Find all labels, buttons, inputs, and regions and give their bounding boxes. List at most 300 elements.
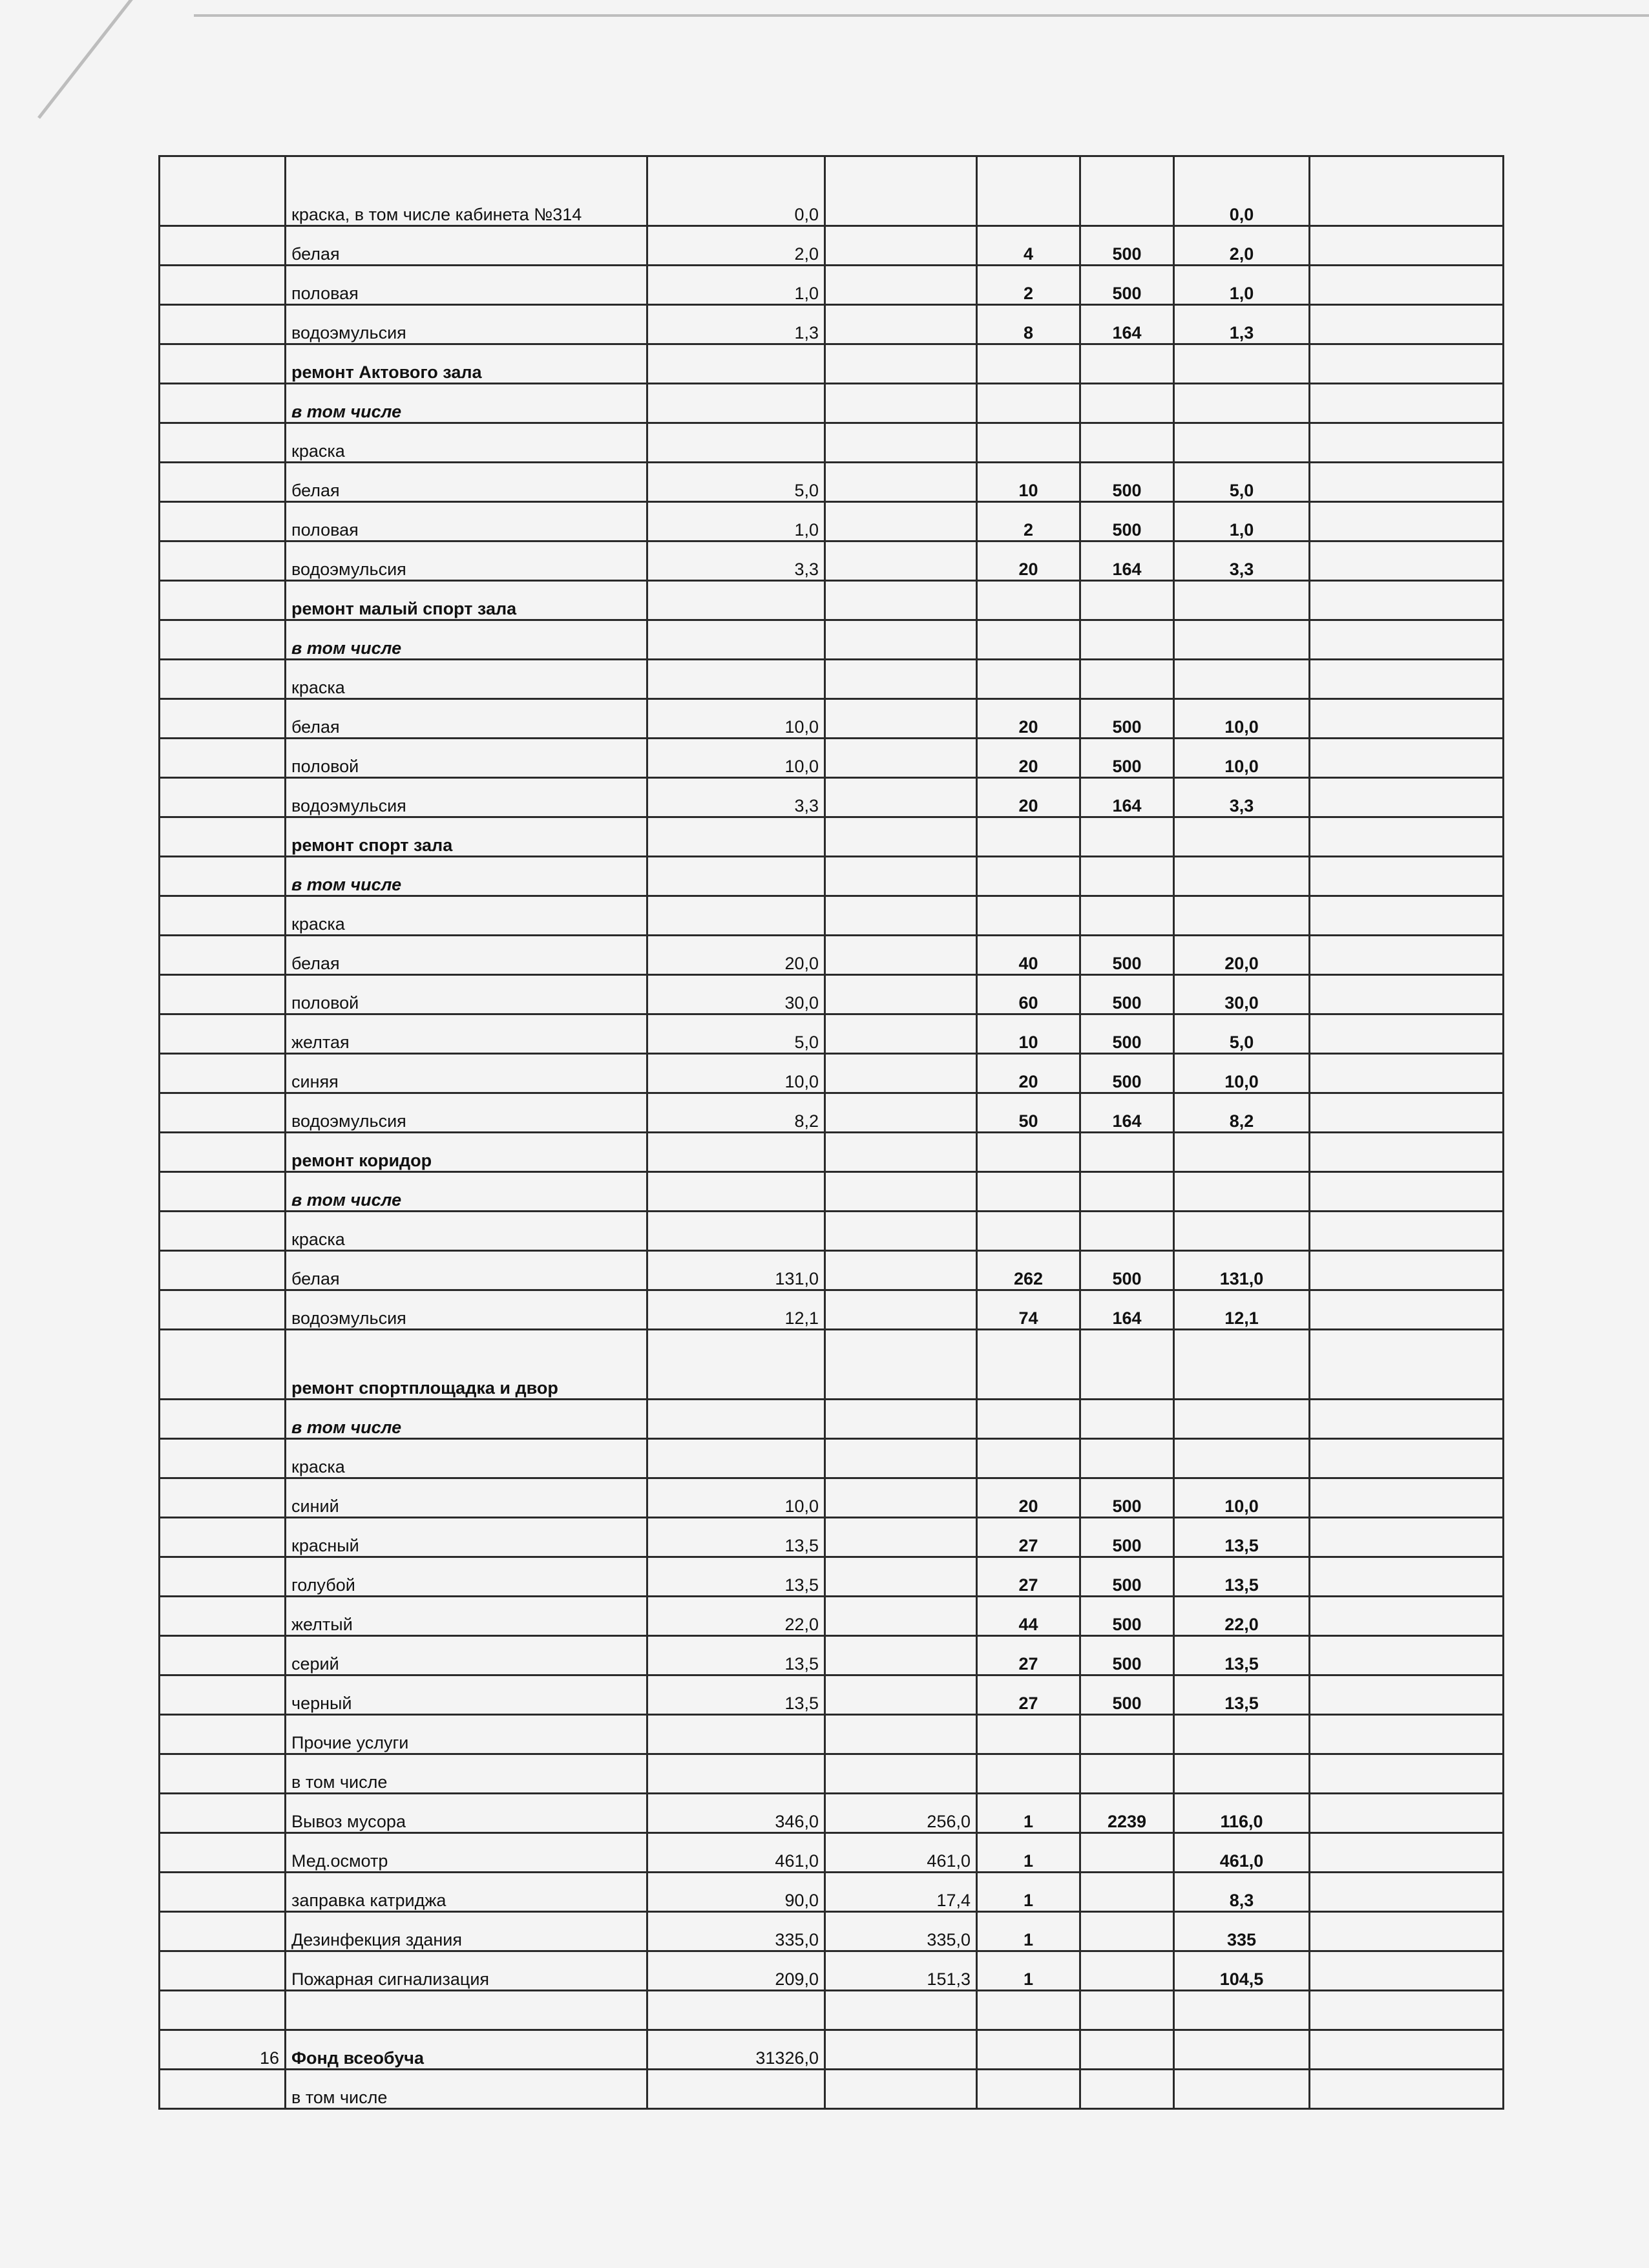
- notes-cell: [1310, 344, 1504, 384]
- planned-amount-cell: [647, 384, 825, 423]
- price-cell: [1080, 817, 1174, 857]
- notes-cell: [1310, 1093, 1504, 1133]
- price-cell: [1080, 896, 1174, 936]
- row-number-cell: [160, 226, 286, 266]
- notes-cell: [1310, 975, 1504, 1014]
- quantity-cell: 20: [977, 541, 1080, 581]
- planned-amount-cell: [647, 2070, 825, 2109]
- actual-amount-cell: [825, 817, 977, 857]
- price-cell: 500: [1080, 1636, 1174, 1675]
- planned-amount-cell: 0,0: [647, 156, 825, 226]
- row-number-cell: [160, 1251, 286, 1290]
- actual-amount-cell: [825, 541, 977, 581]
- table-row: [160, 1330, 1504, 1400]
- row-number-cell: [160, 1330, 286, 1400]
- notes-cell: [1310, 156, 1504, 226]
- row-number-cell: [160, 1557, 286, 1597]
- actual-amount-cell: [825, 1754, 977, 1794]
- actual-amount-cell: 461,0: [825, 1833, 977, 1873]
- total-cell: 335: [1174, 1912, 1310, 1951]
- table-row: [160, 156, 1504, 226]
- table-row: [160, 1290, 1504, 1330]
- row-number-cell: [160, 1172, 286, 1212]
- planned-amount-cell: [647, 1439, 825, 1478]
- actual-amount-cell: [825, 975, 977, 1014]
- table-row: [160, 936, 1504, 975]
- total-cell: [1174, 581, 1310, 620]
- row-number-cell: [160, 1951, 286, 1991]
- notes-cell: [1310, 1715, 1504, 1754]
- planned-amount-cell: 8,2: [647, 1093, 825, 1133]
- total-cell: 10,0: [1174, 699, 1310, 739]
- quantity-cell: [977, 384, 1080, 423]
- item-name-cell: половая: [286, 266, 647, 305]
- row-number-cell: [160, 502, 286, 541]
- total-cell: 1,3: [1174, 305, 1310, 344]
- total-cell: 10,0: [1174, 1478, 1310, 1518]
- actual-amount-cell: [825, 463, 977, 502]
- quantity-cell: 20: [977, 1478, 1080, 1518]
- table-row: [160, 1636, 1504, 1675]
- total-cell: [1174, 817, 1310, 857]
- price-cell: 500: [1080, 1597, 1174, 1636]
- total-cell: [1174, 896, 1310, 936]
- item-name-cell: желтая: [286, 1014, 647, 1054]
- price-cell: 164: [1080, 1290, 1174, 1330]
- planned-amount-cell: 3,3: [647, 541, 825, 581]
- item-name-cell: в том числе: [286, 2070, 647, 2109]
- table-row: [160, 1597, 1504, 1636]
- notes-cell: [1310, 1873, 1504, 1912]
- row-number-cell: [160, 1093, 286, 1133]
- planned-amount-cell: [647, 857, 825, 896]
- quantity-cell: 60: [977, 975, 1080, 1014]
- total-cell: 0,0: [1174, 156, 1310, 226]
- item-name-cell: краска: [286, 660, 647, 699]
- quantity-cell: [977, 1715, 1080, 1754]
- actual-amount-cell: [825, 1715, 977, 1754]
- planned-amount-cell: 5,0: [647, 463, 825, 502]
- item-name-cell: Мед.осмотр: [286, 1833, 647, 1873]
- row-number-cell: [160, 739, 286, 778]
- notes-cell: [1310, 226, 1504, 266]
- planned-amount-cell: [647, 1991, 825, 2030]
- table-row: [160, 1675, 1504, 1715]
- row-number-cell: [160, 699, 286, 739]
- price-cell: [1080, 1330, 1174, 1400]
- price-cell: [1080, 2030, 1174, 2070]
- planned-amount-cell: 10,0: [647, 1478, 825, 1518]
- table-row: [160, 2030, 1504, 2070]
- quantity-cell: [977, 857, 1080, 896]
- price-cell: 164: [1080, 1093, 1174, 1133]
- total-cell: 8,3: [1174, 1873, 1310, 1912]
- row-number-cell: [160, 1400, 286, 1439]
- quantity-cell: [977, 1439, 1080, 1478]
- notes-cell: [1310, 1597, 1504, 1636]
- item-name-cell: водоэмульсия: [286, 305, 647, 344]
- notes-cell: [1310, 896, 1504, 936]
- total-cell: [1174, 1439, 1310, 1478]
- item-name-cell: Прочие услуги: [286, 1715, 647, 1754]
- table-row: [160, 1400, 1504, 1439]
- item-name-cell: [286, 1991, 647, 2030]
- table-row: [160, 1873, 1504, 1912]
- table-row: [160, 344, 1504, 384]
- notes-cell: [1310, 1439, 1504, 1478]
- total-cell: 104,5: [1174, 1951, 1310, 1991]
- notes-cell: [1310, 1400, 1504, 1439]
- price-cell: [1080, 1133, 1174, 1172]
- total-cell: [1174, 423, 1310, 463]
- price-cell: 500: [1080, 1054, 1174, 1093]
- item-name-cell: синий: [286, 1478, 647, 1518]
- total-cell: [1174, 344, 1310, 384]
- item-name-cell: белая: [286, 1251, 647, 1290]
- notes-cell: [1310, 1991, 1504, 2030]
- planned-amount-cell: 1,0: [647, 266, 825, 305]
- actual-amount-cell: [825, 1014, 977, 1054]
- table-row: [160, 620, 1504, 660]
- planned-amount-cell: 461,0: [647, 1833, 825, 1873]
- quantity-cell: [977, 156, 1080, 226]
- total-cell: 10,0: [1174, 739, 1310, 778]
- row-number-cell: [160, 1991, 286, 2030]
- row-number-cell: [160, 2070, 286, 2109]
- notes-cell: [1310, 1951, 1504, 1991]
- planned-amount-cell: [647, 423, 825, 463]
- table-row: [160, 1212, 1504, 1251]
- quantity-cell: 20: [977, 699, 1080, 739]
- quantity-cell: 44: [977, 1597, 1080, 1636]
- actual-amount-cell: [825, 1290, 977, 1330]
- table-row: [160, 1093, 1504, 1133]
- total-cell: 461,0: [1174, 1833, 1310, 1873]
- table-row: [160, 1172, 1504, 1212]
- total-cell: 1,0: [1174, 266, 1310, 305]
- budget-table: [158, 155, 1504, 2110]
- row-number-cell: [160, 1833, 286, 1873]
- actual-amount-cell: [825, 1400, 977, 1439]
- price-cell: 500: [1080, 1557, 1174, 1597]
- quantity-cell: [977, 2070, 1080, 2109]
- price-cell: [1080, 1172, 1174, 1212]
- notes-cell: [1310, 660, 1504, 699]
- item-name-cell: краска: [286, 896, 647, 936]
- actual-amount-cell: [825, 936, 977, 975]
- row-number-cell: [160, 384, 286, 423]
- price-cell: 500: [1080, 502, 1174, 541]
- total-cell: [1174, 1754, 1310, 1794]
- actual-amount-cell: [825, 1557, 977, 1597]
- actual-amount-cell: [825, 1675, 977, 1715]
- price-cell: [1080, 344, 1174, 384]
- row-number-cell: 16: [160, 2030, 286, 2070]
- planned-amount-cell: [647, 817, 825, 857]
- actual-amount-cell: [825, 620, 977, 660]
- notes-cell: [1310, 423, 1504, 463]
- notes-cell: [1310, 2030, 1504, 2070]
- row-number-cell: [160, 156, 286, 226]
- total-cell: [1174, 1400, 1310, 1439]
- actual-amount-cell: 256,0: [825, 1794, 977, 1833]
- planned-amount-cell: [647, 1172, 825, 1212]
- total-cell: [1174, 1212, 1310, 1251]
- total-cell: [1174, 660, 1310, 699]
- notes-cell: [1310, 2070, 1504, 2109]
- table-row: [160, 1054, 1504, 1093]
- price-cell: [1080, 1951, 1174, 1991]
- actual-amount-cell: [825, 2070, 977, 2109]
- quantity-cell: 74: [977, 1290, 1080, 1330]
- price-cell: [1080, 620, 1174, 660]
- item-name-cell: краска: [286, 1439, 647, 1478]
- table-row: [160, 1478, 1504, 1518]
- quantity-cell: 27: [977, 1557, 1080, 1597]
- item-name-cell: половая: [286, 502, 647, 541]
- quantity-cell: 40: [977, 936, 1080, 975]
- item-name-cell: ремонт спортплощадка и двор: [286, 1330, 647, 1400]
- actual-amount-cell: [825, 305, 977, 344]
- planned-amount-cell: 13,5: [647, 1518, 825, 1557]
- quantity-cell: [977, 581, 1080, 620]
- item-name-cell: водоэмульсия: [286, 778, 647, 817]
- planned-amount-cell: [647, 620, 825, 660]
- quantity-cell: [977, 2030, 1080, 2070]
- item-name-cell: красный: [286, 1518, 647, 1557]
- actual-amount-cell: [825, 502, 977, 541]
- row-number-cell: [160, 541, 286, 581]
- price-cell: [1080, 1912, 1174, 1951]
- price-cell: 500: [1080, 699, 1174, 739]
- row-number-cell: [160, 423, 286, 463]
- notes-cell: [1310, 581, 1504, 620]
- notes-cell: [1310, 384, 1504, 423]
- total-cell: 8,2: [1174, 1093, 1310, 1133]
- notes-cell: [1310, 1133, 1504, 1172]
- price-cell: [1080, 1439, 1174, 1478]
- total-cell: 5,0: [1174, 463, 1310, 502]
- actual-amount-cell: [825, 226, 977, 266]
- table-row: [160, 857, 1504, 896]
- price-cell: [1080, 1754, 1174, 1794]
- item-name-cell: в том числе: [286, 1400, 647, 1439]
- price-cell: 500: [1080, 1675, 1174, 1715]
- quantity-cell: [977, 817, 1080, 857]
- row-number-cell: [160, 1636, 286, 1675]
- table-row: [160, 660, 1504, 699]
- table-row: [160, 2070, 1504, 2109]
- notes-cell: [1310, 1172, 1504, 1212]
- actual-amount-cell: [825, 1172, 977, 1212]
- scan-corner-edge: [37, 0, 167, 119]
- notes-cell: [1310, 936, 1504, 975]
- quantity-cell: 10: [977, 463, 1080, 502]
- quantity-cell: 20: [977, 1054, 1080, 1093]
- actual-amount-cell: [825, 1133, 977, 1172]
- total-cell: 5,0: [1174, 1014, 1310, 1054]
- total-cell: 13,5: [1174, 1518, 1310, 1557]
- actual-amount-cell: [825, 1251, 977, 1290]
- row-number-cell: [160, 660, 286, 699]
- actual-amount-cell: [825, 778, 977, 817]
- notes-cell: [1310, 1557, 1504, 1597]
- row-number-cell: [160, 1715, 286, 1754]
- quantity-cell: 1: [977, 1794, 1080, 1833]
- quantity-cell: [977, 344, 1080, 384]
- row-number-cell: [160, 1133, 286, 1172]
- actual-amount-cell: [825, 423, 977, 463]
- planned-amount-cell: [647, 896, 825, 936]
- table-row: [160, 975, 1504, 1014]
- table-row: [160, 1833, 1504, 1873]
- actual-amount-cell: [825, 1597, 977, 1636]
- total-cell: [1174, 1133, 1310, 1172]
- actual-amount-cell: 335,0: [825, 1912, 977, 1951]
- price-cell: 164: [1080, 778, 1174, 817]
- planned-amount-cell: 209,0: [647, 1951, 825, 1991]
- item-name-cell: краска: [286, 1212, 647, 1251]
- total-cell: [1174, 1330, 1310, 1400]
- table-row: [160, 423, 1504, 463]
- table-row: [160, 384, 1504, 423]
- item-name-cell: половой: [286, 739, 647, 778]
- row-number-cell: [160, 1873, 286, 1912]
- quantity-cell: [977, 896, 1080, 936]
- item-name-cell: белая: [286, 936, 647, 975]
- total-cell: 116,0: [1174, 1794, 1310, 1833]
- quantity-cell: 27: [977, 1675, 1080, 1715]
- item-name-cell: белая: [286, 699, 647, 739]
- planned-amount-cell: 5,0: [647, 1014, 825, 1054]
- row-number-cell: [160, 266, 286, 305]
- notes-cell: [1310, 1251, 1504, 1290]
- item-name-cell: белая: [286, 463, 647, 502]
- notes-cell: [1310, 1330, 1504, 1400]
- item-name-cell: Фонд всеобуча: [286, 2030, 647, 2070]
- quantity-cell: 1: [977, 1873, 1080, 1912]
- notes-cell: [1310, 1636, 1504, 1675]
- row-number-cell: [160, 1794, 286, 1833]
- planned-amount-cell: 13,5: [647, 1636, 825, 1675]
- row-number-cell: [160, 1212, 286, 1251]
- total-cell: [1174, 1172, 1310, 1212]
- row-number-cell: [160, 1290, 286, 1330]
- quantity-cell: [977, 1400, 1080, 1439]
- item-name-cell: в том числе: [286, 620, 647, 660]
- table-row: [160, 896, 1504, 936]
- planned-amount-cell: 1,0: [647, 502, 825, 541]
- quantity-cell: [977, 1172, 1080, 1212]
- total-cell: 1,0: [1174, 502, 1310, 541]
- total-cell: 20,0: [1174, 936, 1310, 975]
- planned-amount-cell: 3,3: [647, 778, 825, 817]
- actual-amount-cell: [825, 156, 977, 226]
- item-name-cell: водоэмульсия: [286, 1290, 647, 1330]
- row-number-cell: [160, 463, 286, 502]
- price-cell: 164: [1080, 541, 1174, 581]
- notes-cell: [1310, 1290, 1504, 1330]
- notes-cell: [1310, 620, 1504, 660]
- quantity-cell: [977, 1754, 1080, 1794]
- notes-cell: [1310, 699, 1504, 739]
- notes-cell: [1310, 1518, 1504, 1557]
- planned-amount-cell: 10,0: [647, 699, 825, 739]
- table-row: [160, 1133, 1504, 1172]
- item-name-cell: голубой: [286, 1557, 647, 1597]
- table-row: [160, 502, 1504, 541]
- actual-amount-cell: [825, 1518, 977, 1557]
- price-cell: [1080, 423, 1174, 463]
- total-cell: [1174, 620, 1310, 660]
- planned-amount-cell: 1,3: [647, 305, 825, 344]
- planned-amount-cell: 10,0: [647, 739, 825, 778]
- price-cell: 500: [1080, 1478, 1174, 1518]
- table-row: [160, 1951, 1504, 1991]
- notes-cell: [1310, 1794, 1504, 1833]
- actual-amount-cell: [825, 1093, 977, 1133]
- notes-cell: [1310, 817, 1504, 857]
- row-number-cell: [160, 1439, 286, 1478]
- quantity-cell: 4: [977, 226, 1080, 266]
- notes-cell: [1310, 266, 1504, 305]
- item-name-cell: ремонт малый спорт зала: [286, 581, 647, 620]
- price-cell: [1080, 660, 1174, 699]
- row-number-cell: [160, 305, 286, 344]
- item-name-cell: в том числе: [286, 857, 647, 896]
- total-cell: 2,0: [1174, 226, 1310, 266]
- table-row: [160, 1912, 1504, 1951]
- item-name-cell: заправка катриджа: [286, 1873, 647, 1912]
- item-name-cell: Пожарная сигнализация: [286, 1951, 647, 1991]
- planned-amount-cell: 131,0: [647, 1251, 825, 1290]
- quantity-cell: 27: [977, 1636, 1080, 1675]
- notes-cell: [1310, 1478, 1504, 1518]
- quantity-cell: [977, 1991, 1080, 2030]
- quantity-cell: 50: [977, 1093, 1080, 1133]
- actual-amount-cell: [825, 857, 977, 896]
- quantity-cell: [977, 1212, 1080, 1251]
- notes-cell: [1310, 1014, 1504, 1054]
- total-cell: [1174, 2030, 1310, 2070]
- item-name-cell: в том числе: [286, 384, 647, 423]
- scan-top-edge: [194, 14, 1649, 17]
- price-cell: 500: [1080, 1518, 1174, 1557]
- item-name-cell: белая: [286, 226, 647, 266]
- row-number-cell: [160, 1754, 286, 1794]
- table-row: [160, 581, 1504, 620]
- actual-amount-cell: [825, 1212, 977, 1251]
- notes-cell: [1310, 1833, 1504, 1873]
- notes-cell: [1310, 1675, 1504, 1715]
- table-row: [160, 1715, 1504, 1754]
- actual-amount-cell: [825, 1478, 977, 1518]
- planned-amount-cell: [647, 660, 825, 699]
- notes-cell: [1310, 541, 1504, 581]
- row-number-cell: [160, 1518, 286, 1557]
- table-row: [160, 305, 1504, 344]
- total-cell: [1174, 1991, 1310, 2030]
- item-name-cell: краска, в том числе кабинета №314: [286, 156, 647, 226]
- table-row: [160, 1251, 1504, 1290]
- quantity-cell: 20: [977, 778, 1080, 817]
- planned-amount-cell: [647, 1330, 825, 1400]
- price-cell: [1080, 2070, 1174, 2109]
- quantity-cell: 262: [977, 1251, 1080, 1290]
- actual-amount-cell: [825, 699, 977, 739]
- item-name-cell: водоэмульсия: [286, 541, 647, 581]
- row-number-cell: [160, 1014, 286, 1054]
